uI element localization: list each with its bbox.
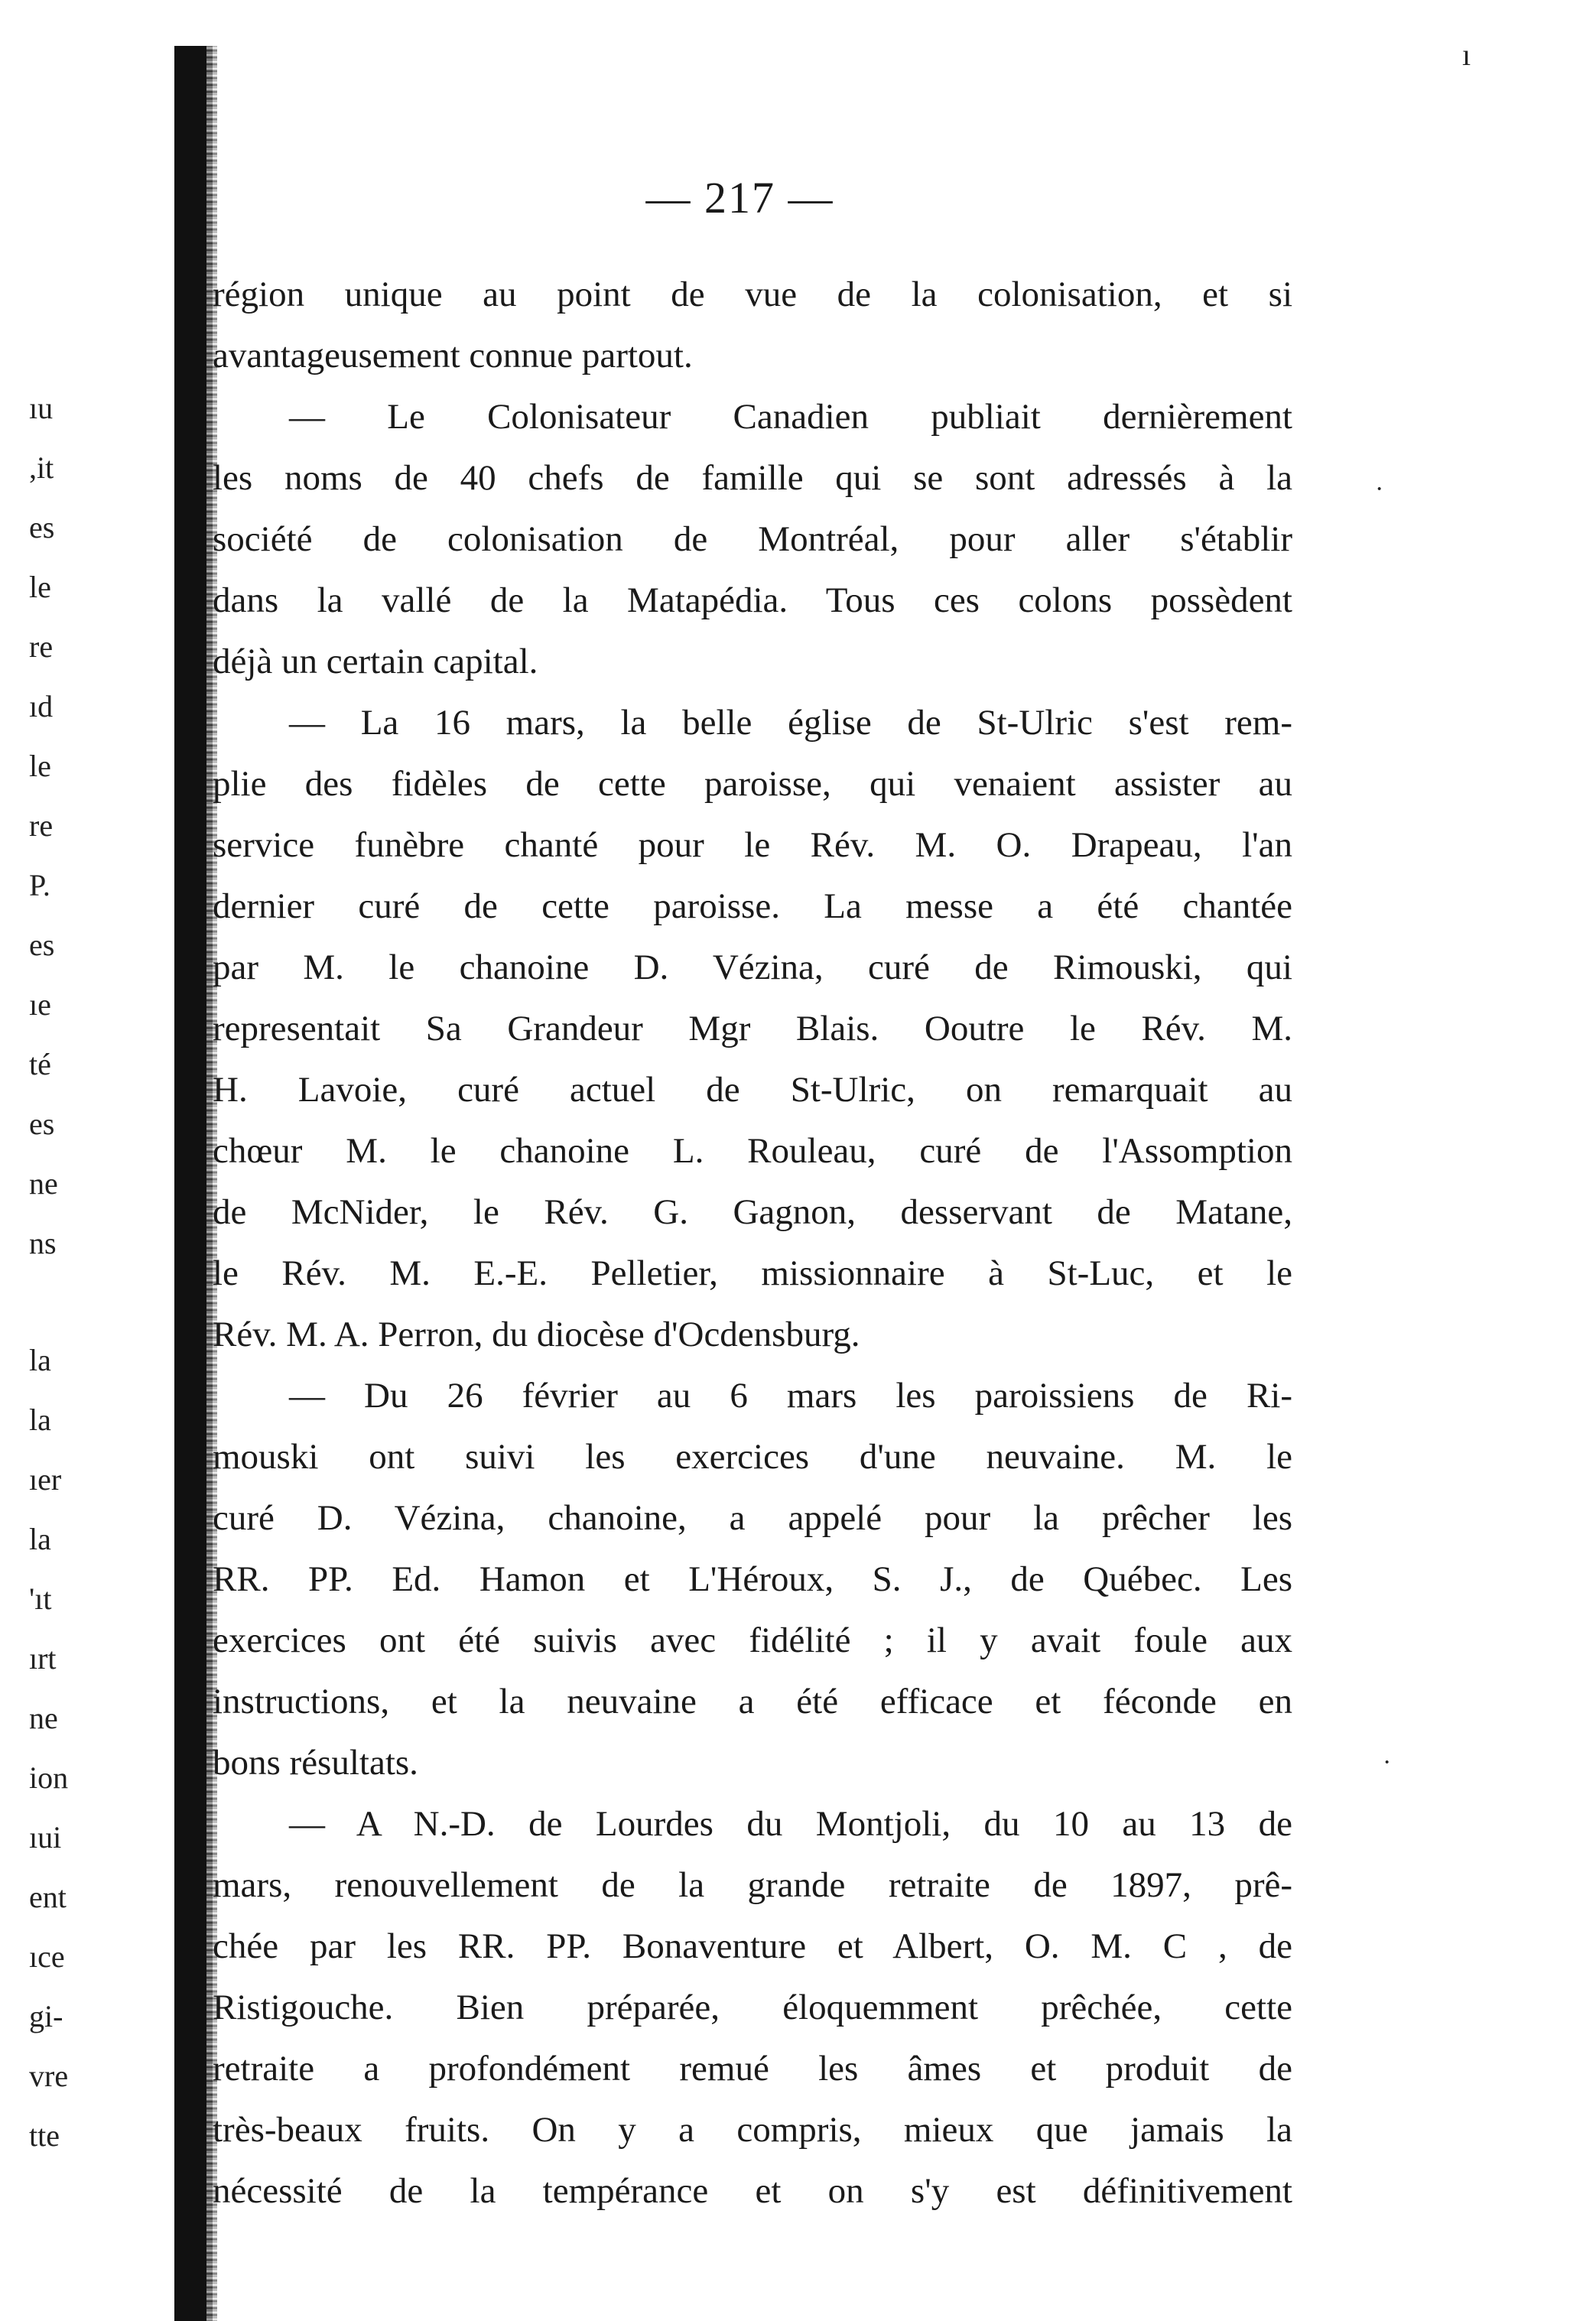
text-line: — La 16 mars, la belle église de St-Ulric s'est rem- <box>289 703 1292 743</box>
text-line: service funèbre chanté pour le Rév. M. O. Drapeau, l'an <box>213 825 1292 865</box>
left-page-fragment: ns <box>29 1226 57 1260</box>
text-line: dans la vallé de la Matapédia. Tous ces colons possèdent <box>213 580 1292 620</box>
text-line: curé D. Vézina, chanoine, a appelé pour la prêcher les <box>213 1498 1292 1538</box>
left-page-fragment: le <box>29 749 51 783</box>
text-line: par M. le chanoine D. Vézina, curé de Rimouski, qui <box>213 948 1292 987</box>
left-page-fragment: re <box>29 629 54 664</box>
text-line: representait Sa Grandeur Mgr Blais. Ooutre le Rév. M. <box>213 1009 1292 1048</box>
left-page-fragment: es <box>29 1107 55 1141</box>
left-page-fragment: ırt <box>29 1641 57 1676</box>
text-line: instructions, et la neuvaine a été efficace et féconde en <box>213 1682 1292 1721</box>
text-line: région unique au point de vue de la colonisation, et si <box>213 275 1292 314</box>
left-page-fragment: ıui <box>29 1820 62 1855</box>
left-page-fragment: P. <box>29 868 50 902</box>
left-page-fragment: ne <box>29 1166 58 1201</box>
left-page-fragment: le <box>29 570 51 604</box>
left-page-fragment: ent <box>29 1880 67 1914</box>
left-page-fragment: ne <box>29 1701 58 1735</box>
text-line: dernier curé de cette paroisse. La messe a été chantée <box>213 886 1292 926</box>
left-page-fragment: ıe <box>29 987 51 1022</box>
text-line: les noms de 40 chefs de famille qui se sont adressés à la <box>213 458 1292 498</box>
left-page-fragment: es <box>29 928 55 962</box>
text-line: plie des fidèles de cette paroisse, qui venaient assister au <box>213 764 1292 804</box>
left-page-fragment: 'ıt <box>29 1581 52 1616</box>
text-line: société de colonisation de Montréal, pour aller s'établir <box>213 519 1292 559</box>
left-page-fragment: té <box>29 1047 51 1081</box>
binding-edge <box>206 46 217 2321</box>
text-line: H. Lavoie, curé actuel de St-Ulric, on remarquait au <box>213 1070 1292 1110</box>
text-line: — Le Colonisateur Canadien publiait dernièrement <box>289 397 1292 437</box>
text-line: chœur M. le chanoine L. Rouleau, curé de l'Assomption <box>213 1131 1292 1171</box>
text-line: — Du 26 février au 6 mars les paroissiens de Ri- <box>289 1376 1292 1416</box>
left-page-fragment: ıd <box>29 689 54 723</box>
left-page-fragment: ,it <box>29 450 54 485</box>
text-line: — A N.-D. de Lourdes du Montjoli, du 10 au 13 de <box>289 1804 1292 1844</box>
text-line: RR. PP. Ed. Hamon et L'Héroux, S. J., de Québec. Les <box>213 1559 1292 1599</box>
text-line: chée par les RR. PP. Bonaventure et Albert, O. M. C , de <box>213 1926 1292 1966</box>
left-page-fragment: la <box>29 1522 51 1556</box>
left-page-fragment: es <box>29 510 55 544</box>
text-line: déjà un certain capital. <box>213 642 538 681</box>
text-line: nécessité de la tempérance et on s'y est définitivement <box>213 2171 1292 2211</box>
left-page-fragment: ıce <box>29 1939 65 1974</box>
page-number: — 217 — <box>645 173 834 223</box>
left-page-fragment: ıer <box>29 1462 62 1497</box>
text-line: Rév. M. A. Perron, du diocèse d'Ocdensburg. <box>213 1315 860 1354</box>
text-line: mouski ont suivi les exercices d'une neuvaine. M. le <box>213 1437 1292 1477</box>
left-page-fragment: vre <box>29 2059 69 2093</box>
left-page-fragment: la <box>29 1403 51 1437</box>
left-page-fragment: ıu <box>29 391 54 425</box>
text-line: Ristigouche. Bien préparée, éloquemment prêchée, cette <box>213 1988 1292 2027</box>
text-line: très-beaux fruits. On y a compris, mieux que jamais la <box>213 2110 1292 2150</box>
left-page-fragment: tte <box>29 2118 60 2153</box>
left-page-fragment: ion <box>29 1760 69 1795</box>
text-line: bons résultats. <box>213 1743 418 1783</box>
text-line: avantageusement connue partout. <box>213 336 693 375</box>
text-line: exercices ont été suivis avec fidélité ; il y avait foule aux <box>213 1620 1292 1660</box>
text-line: de McNider, le Rév. G. Gagnon, desservant de Matane, <box>213 1192 1292 1232</box>
margin-dot: · <box>1383 1748 1392 1777</box>
left-page-fragment: re <box>29 808 54 843</box>
left-page-fragment: la <box>29 1343 51 1377</box>
text-line: mars, renouvellement de la grande retraite de 1897, prê- <box>213 1865 1292 1905</box>
text-line: le Rév. M. E.-E. Pelletier, missionnaire à St-Luc, et le <box>213 1253 1292 1293</box>
stray-mark: ı <box>1462 37 1471 72</box>
margin-dot: · <box>1375 475 1384 503</box>
text-line: retraite a profondément remué les âmes et produit de <box>213 2049 1292 2089</box>
left-page-fragment: gi- <box>29 1999 63 2033</box>
